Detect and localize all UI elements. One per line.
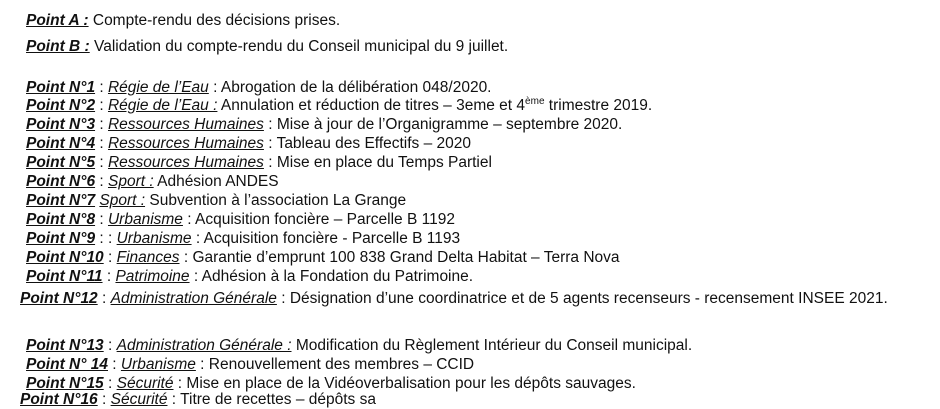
separator: : bbox=[182, 211, 196, 228]
agenda-item-2 bbox=[26, 97, 652, 115]
separator: : bbox=[189, 268, 202, 285]
point-label: Point N°9 bbox=[26, 230, 96, 247]
item-text: trimestre 2019. bbox=[544, 97, 653, 114]
separator: : bbox=[103, 375, 117, 392]
category: Régie de l’Eau : bbox=[107, 97, 218, 114]
item-text: Désignation d’une coordinatrice et de 5 agents recenseurs - recensement INSEE 2021. bbox=[289, 290, 888, 307]
point-label: Point N°5 bbox=[26, 154, 96, 171]
separator: : bbox=[108, 356, 121, 373]
agenda-point-b bbox=[26, 38, 508, 56]
point-label: Point N°2 bbox=[26, 97, 96, 114]
item-text: Acquisition foncière – Parcelle B 1192 bbox=[195, 211, 455, 228]
category: Sport : bbox=[107, 173, 154, 190]
agenda-item-16 bbox=[20, 391, 376, 409]
separator: : bbox=[173, 375, 187, 392]
agenda-item-9 bbox=[26, 230, 460, 248]
category: Ressources Humaines bbox=[107, 116, 264, 133]
category: Ressources Humaines bbox=[107, 154, 264, 171]
item-text: Tableau des Effectifs – 2020 bbox=[276, 135, 472, 152]
separator: : bbox=[95, 154, 108, 171]
agenda-item-13 bbox=[26, 337, 692, 355]
point-label: Point N°1 bbox=[26, 79, 96, 96]
agenda-item-12 bbox=[20, 290, 925, 308]
separator: : : bbox=[95, 230, 117, 247]
agenda-point-a bbox=[26, 12, 340, 30]
point-text: Validation du compte-rendu du Conseil municipal du 9 juillet. bbox=[89, 38, 509, 55]
category: Administration Générale : bbox=[116, 337, 292, 354]
separator: : bbox=[191, 230, 204, 247]
separator: : bbox=[102, 268, 116, 285]
item-text: Mise à jour de l’Organigramme – septembre 2020. bbox=[276, 116, 623, 133]
category: Sécurité bbox=[110, 391, 168, 408]
separator: : bbox=[167, 391, 181, 408]
separator: : bbox=[195, 356, 209, 373]
point-label: Point N°16 bbox=[20, 391, 98, 408]
point-label: Point N°8 bbox=[26, 211, 96, 228]
point-label: Point N°7 bbox=[26, 192, 96, 209]
agenda-item-10 bbox=[26, 249, 620, 267]
item-text: Mise en place de la Vidéoverbalisation pour les dépôts sauvages. bbox=[186, 375, 636, 392]
separator: : bbox=[276, 290, 290, 307]
point-label: Point N°12 bbox=[20, 290, 98, 307]
item-text: Adhésion à la Fondation du Patrimoine. bbox=[201, 268, 474, 285]
point-label: Point A : bbox=[26, 12, 89, 29]
separator: : bbox=[103, 249, 117, 266]
category: Sécurité bbox=[116, 375, 174, 392]
separator: : bbox=[263, 135, 277, 152]
agenda-item-6 bbox=[26, 173, 279, 191]
separator: : bbox=[179, 249, 193, 266]
agenda-item-8 bbox=[26, 211, 455, 229]
point-label: Point N°10 bbox=[26, 249, 104, 266]
point-label: Point N°11 bbox=[26, 268, 103, 285]
agenda-item-4 bbox=[26, 135, 471, 153]
separator: : bbox=[95, 173, 108, 190]
agenda-item-7 bbox=[26, 192, 406, 210]
item-text: Acquisition foncière - Parcelle B 1193 bbox=[203, 230, 461, 247]
point-text: Compte-rendu des décisions prises. bbox=[88, 12, 341, 29]
agenda-item-5 bbox=[26, 154, 492, 172]
item-text: Titre de recettes – dépôts sa bbox=[180, 391, 376, 408]
category: Finances bbox=[116, 249, 180, 266]
category: Patrimoine bbox=[115, 268, 190, 285]
category: Urbanisme bbox=[116, 230, 192, 247]
item-text: Adhésion ANDES bbox=[157, 173, 279, 190]
item-text: Modification du Règlement Intérieur du Conseil municipal. bbox=[295, 337, 693, 354]
category: Urbanisme bbox=[120, 356, 196, 373]
superscript: ème bbox=[525, 96, 545, 107]
agenda-item-3 bbox=[26, 116, 622, 134]
item-text: Garantie d’emprunt 100 838 Grand Delta Habitat – Terra Nova bbox=[192, 249, 620, 266]
category: Ressources Humaines bbox=[107, 135, 264, 152]
agenda-item-11 bbox=[26, 268, 473, 286]
item-text: Mise en place du Temps Partiel bbox=[276, 154, 492, 171]
point-label: Point B : bbox=[26, 38, 90, 55]
separator: : bbox=[95, 116, 108, 133]
separator: : bbox=[103, 337, 117, 354]
separator: : bbox=[95, 79, 108, 96]
point-label: Point N°6 bbox=[26, 173, 96, 190]
separator: : bbox=[95, 135, 108, 152]
point-label: Point N°15 bbox=[26, 375, 104, 392]
item-text: Renouvellement des membres – CCID bbox=[208, 356, 475, 373]
category: Administration Générale bbox=[110, 290, 277, 307]
point-label: Point N° 14 bbox=[26, 356, 108, 373]
category: Régie de l’Eau bbox=[107, 79, 209, 96]
point-label: Point N°13 bbox=[26, 337, 104, 354]
item-text: Abrogation de la délibération 048/2020. bbox=[220, 79, 492, 96]
separator: : bbox=[208, 79, 221, 96]
separator: : bbox=[263, 116, 277, 133]
category: Urbanisme bbox=[107, 211, 183, 228]
item-text: Annulation et réduction de titres – 3eme et 4 bbox=[220, 97, 526, 114]
item-text: Subvention à l’association La Grange bbox=[149, 192, 407, 209]
separator: : bbox=[95, 211, 108, 228]
point-label: Point N°3 bbox=[26, 116, 96, 133]
point-label: Point N°4 bbox=[26, 135, 96, 152]
separator: : bbox=[97, 391, 111, 408]
category: Sport : bbox=[99, 192, 146, 209]
separator: : bbox=[95, 97, 108, 114]
agenda-item-1 bbox=[26, 79, 492, 97]
agenda-item-14 bbox=[26, 356, 474, 374]
separator: : bbox=[97, 290, 111, 307]
separator: : bbox=[263, 154, 277, 171]
